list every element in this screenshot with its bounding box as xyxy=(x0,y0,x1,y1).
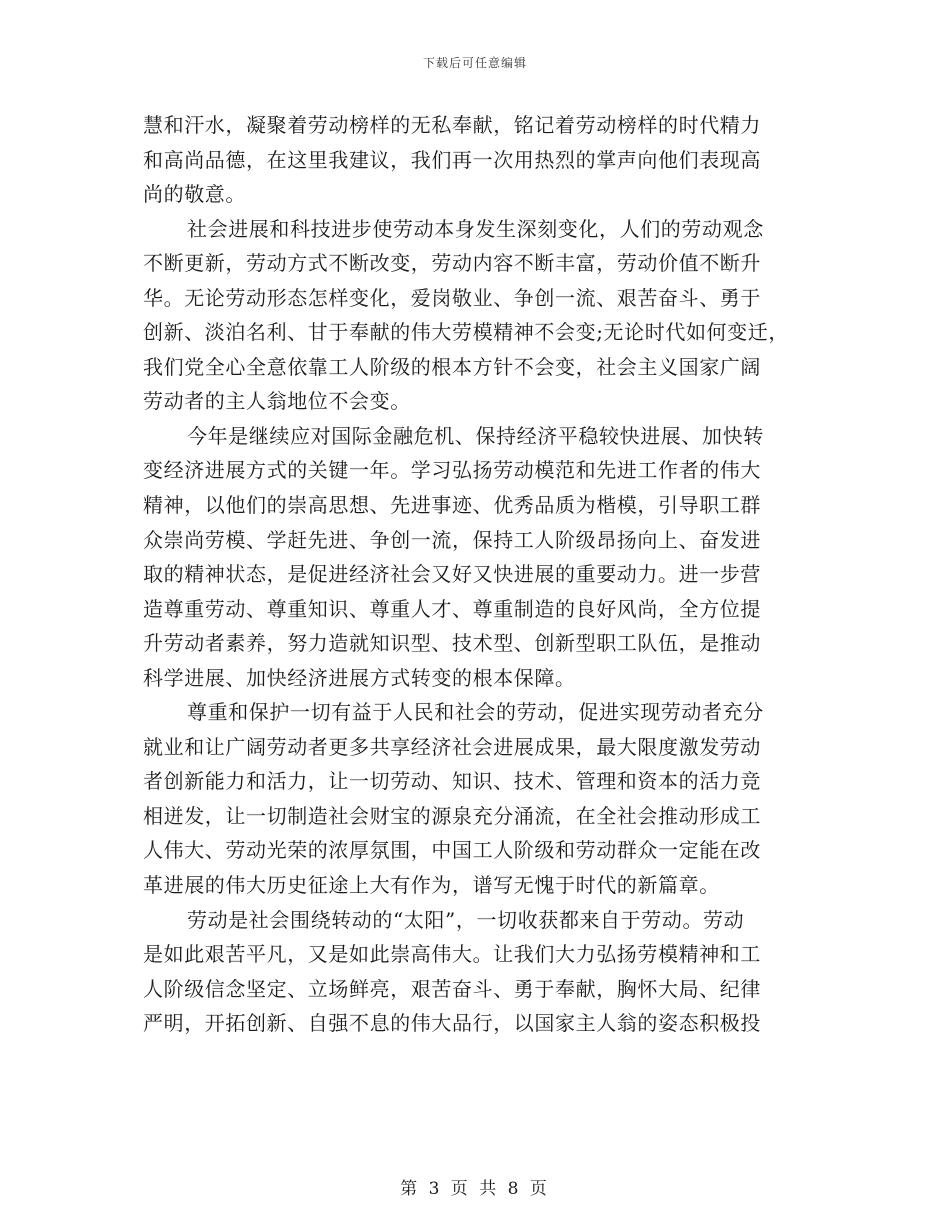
text-line: 严明，开拓创新、自强不息的伟大品行，以国家主人翁的姿态积极投 xyxy=(143,1011,761,1036)
text-line: 科学进展、加快经济进展方式转变的根本保障。 xyxy=(143,665,576,690)
text-line: 慧和汗水，凝聚着劳动榜样的无私奉献，铭记着劳动榜样的时代精力 xyxy=(143,113,761,137)
text-line: 劳动者的主人翁地位不会变。 xyxy=(143,389,411,414)
text-line: 者创新能力和活力，让一切劳动、知识、技术、管理和资本的活力竞 xyxy=(143,769,761,794)
text-line: 革进展的伟大历史征途上大有作为，谱写无愧于时代的新篇章。 xyxy=(143,873,720,898)
page-footer: 第 3 页 共 8 页 xyxy=(400,1179,550,1199)
document-body xyxy=(143,108,815,1041)
text-line: 人阶级信念坚定、立场鲜亮，艰苦奋斗、勇于奉献，胸怀大局、纪律 xyxy=(143,976,761,1001)
text-line: 创新、淡泊名利、甘于奉献的伟大劳模精神不会变;无论时代如何变迁， xyxy=(143,320,789,345)
page-header: 下载后可任意编辑 xyxy=(422,56,527,70)
text-line: 华。无论劳动形态怎样变化，爱岗敬业、争创一流、艰苦奋斗、勇于 xyxy=(143,285,761,310)
text-line: 尚的敬意。 xyxy=(143,182,246,207)
text-line: 变经济进展方式的关键一年。学习弘扬劳动模范和先进工作者的伟大 xyxy=(143,458,761,483)
text-line: 众崇尚劳模、学赶先进、争创一流，保持工人阶级昂扬向上、奋发进 xyxy=(143,527,761,552)
paragraph-start-line: 劳动是社会围绕转动的“太阳”，一切收获都来自于劳动。劳动 xyxy=(187,907,745,932)
text-line: 不断更新，劳动方式不断改变，劳动内容不断丰富，劳动价值不断升 xyxy=(143,251,761,276)
text-line: 升劳动者素养，努力造就知识型、技术型、创新型职工队伍，是推动 xyxy=(143,631,761,656)
text-line: 取的精神状态，是促进经济社会又好又快进展的重要动力。进一步营 xyxy=(143,562,761,587)
paragraph-start-line: 社会进展和科技进步使劳动本身发生深刻变化，人们的劳动观念 xyxy=(187,216,764,241)
text-line: 精神，以他们的崇高思想、先进事迹、优秀品质为楷模，引导职工群 xyxy=(143,493,761,518)
text-line: 造尊重劳动、尊重知识、尊重人才、尊重制造的良好风尚，全方位提 xyxy=(143,596,761,621)
text-line: 就业和让广阔劳动者更多共享经济社会进展成果，最大限度激发劳动 xyxy=(143,734,761,759)
text-line: 我们党全心全意依靠工人阶级的根本方针不会变，社会主义国家广阔 xyxy=(143,354,761,379)
text-line: 和高尚品德，在这里我建议，我们再一次用热烈的掌声向他们表现高 xyxy=(143,147,761,172)
text-line: 人伟大、劳动光荣的浓厚氛围，中国工人阶级和劳动群众一定能在改 xyxy=(143,838,761,863)
paragraph-start-line: 尊重和保护一切有益于人民和社会的劳动，促进实现劳动者充分 xyxy=(187,700,764,725)
paragraph-start-line: 今年是继续应对国际金融危机、保持经济平稳较快进展、加快转 xyxy=(187,423,764,448)
text-line: 是如此艰苦平凡，又是如此崇高伟大。让我们大力弘扬劳模精神和工 xyxy=(143,942,761,967)
text-line: 相迸发，让一切制造社会财宝的源泉充分涌流，在全社会推动形成工 xyxy=(143,803,761,828)
